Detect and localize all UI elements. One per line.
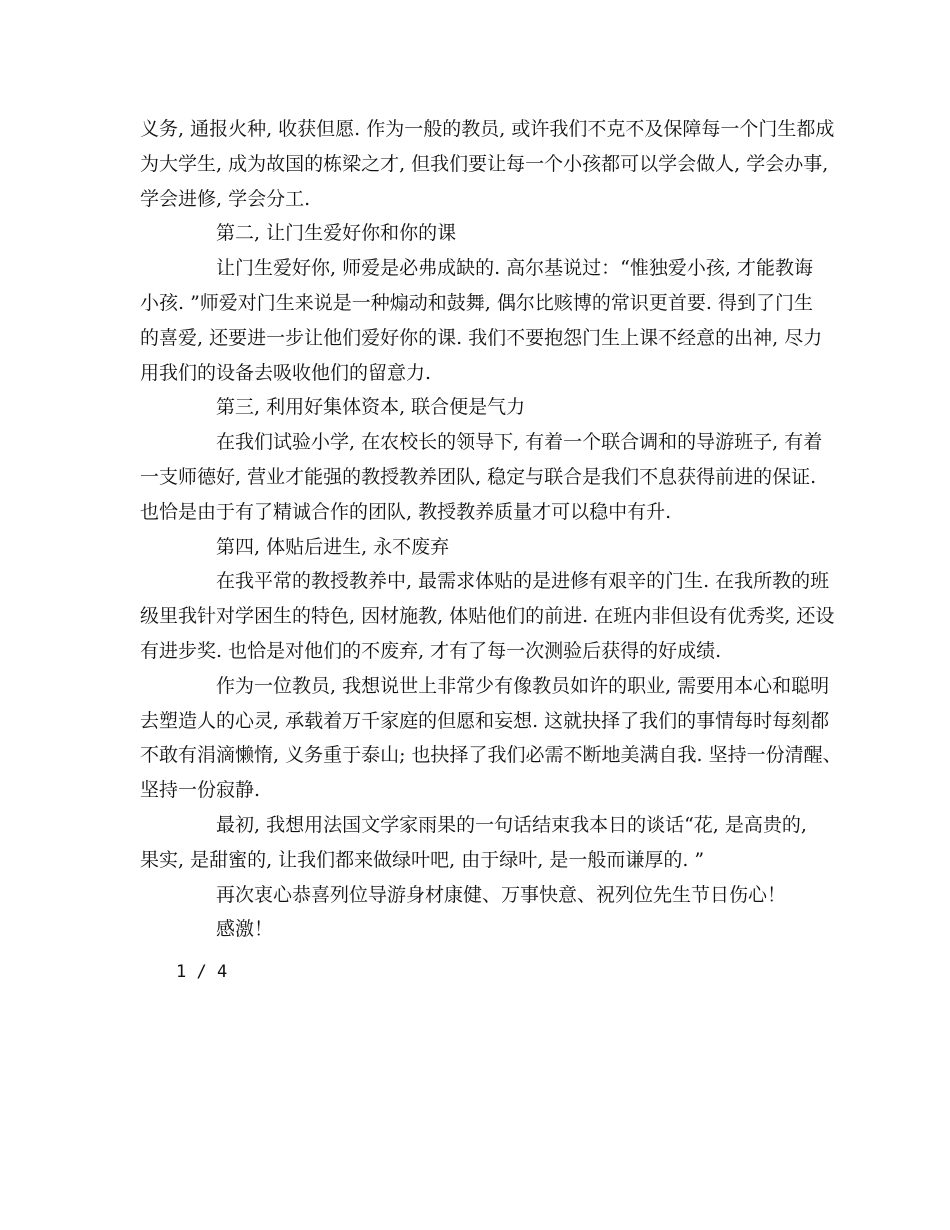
paragraph-line: 在我们试验小学, 在农校长的领导下, 有着一个联合调和的导游班子, 有着	[216, 431, 823, 454]
paragraph-line: 让门生爱好你, 师爱是必弗成缺的. 高尔基说过：“惟独爱小孩, 才能教诲	[216, 257, 813, 280]
paragraph-line: 一支师德好, 营业才能强的教授教养团队, 稳定与联合是我们不息获得前进的保证.	[140, 465, 817, 488]
paragraph-line: 级里我针对学困生的特色, 因材施教, 体贴他们的前进. 在班内非但设有优秀奖, 还设	[140, 605, 835, 628]
section-heading: 第三, 利用好集体资本, 联合便是气力	[216, 396, 526, 419]
paragraph-line: 也恰是由于有了精诚合作的团队, 教授教养质量才可以稳中有升.	[140, 500, 672, 523]
paragraph-line: 不敢有涓滴懒惰, 义务重于泰山; 也抉择了我们必需不断地美满自我. 坚持一份清醒、	[140, 744, 842, 767]
closing-line: 再次衷心恭喜列位导游身材康健、万事快意、祝列位先生节日伤心！	[216, 883, 787, 906]
paragraph-line: 在我平常的教授教养中, 最需求体贴的是进修有艰辛的门生. 在我所教的班	[216, 570, 830, 593]
paragraph-line: 的喜爱, 还要进一步让他们爱好你的课. 我们不要抱怨门生上课不经意的出神, 尽力	[140, 326, 823, 349]
paragraph-line: 有进步奖. 也恰是对他们的不废弃, 才有了每一次测验后获得的好成绩.	[140, 639, 722, 662]
closing-line: 感激！	[216, 918, 274, 941]
paragraph-line: 最初, 我想用法国文学家雨果的一句话结束我本日的谈话“花, 是高贵的,	[216, 813, 807, 836]
paragraph-line: 为大学生, 成为故国的栋梁之才, 但我们要让每一个小孩都可以学会做人, 学会办事,	[140, 152, 829, 175]
document-body	[140, 112, 842, 947]
paragraph-line: 果实, 是甜蜜的, 让我们都来做绿叶吧, 由于绿叶, 是一般而谦厚的. ”	[140, 848, 705, 871]
page-number: 1 / 4	[176, 962, 228, 982]
paragraph-line: 小孩. ”师爱对门生来说是一种煽动和鼓舞, 偶尔比赅博的常识更首要. 得到了门生	[140, 291, 813, 314]
paragraph-line: 义务, 通报火种, 收获但愿. 作为一般的教员, 或许我们不克不及保障每一个门生都成	[140, 118, 835, 140]
paragraph-line: 作为一位教员, 我想说世上非常少有像教员如许的职业, 需要用本心和聪明	[216, 674, 830, 697]
paragraph-line: 学会进修, 学会分工.	[140, 187, 311, 210]
paragraph-line: 去塑造人的心灵, 承载着万千家庭的但愿和妄想. 这就抉择了我们的事情每时每刻都	[140, 709, 830, 732]
paragraph-line: 坚持一份寂静.	[140, 779, 261, 802]
section-heading: 第四, 体贴后进生, 永不废弃	[216, 535, 450, 558]
paragraph-line: 用我们的设备去吸收他们的留意力.	[140, 361, 432, 384]
section-heading: 第二, 让门生爱好你和你的课	[216, 222, 457, 245]
